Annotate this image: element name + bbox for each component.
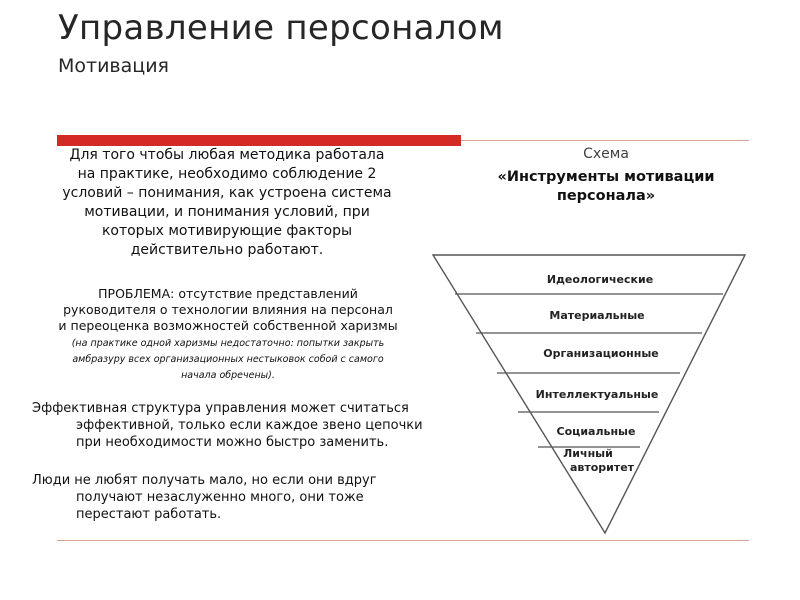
- level-authority-line-1: Личный: [563, 447, 613, 460]
- scheme-title-line-1: «Инструменты мотивации: [497, 169, 715, 185]
- conditions-paragraph: Для того чтобы любая методика работала на практике, необходимо соблюдение 2 условий – понимания, как устроена система мотивации, и понимания условий, при которых мотивирующие факторы действительно работают.: [62, 147, 392, 258]
- people-paragraph: Люди не любят получать мало, но если они вдруг получают незаслуженно много, они тоже перестают работать.: [32, 473, 377, 522]
- slide-subtitle: Мотивация: [58, 55, 169, 77]
- level-material: Материальные: [549, 309, 645, 322]
- problem-note: (на практике одной харизмы недостаточно: попытки закрыть амбразуру всех организационных нестыковок собой с самого начала обречены).: [71, 338, 385, 381]
- level-social: Социальные: [556, 425, 636, 438]
- scheme-title-line-2: персонала»: [556, 188, 656, 204]
- level-ideological: Идеологические: [546, 273, 654, 286]
- level-intellectual: Интеллектуальные: [535, 388, 659, 401]
- slide-title: Управление персоналом: [58, 8, 504, 48]
- scheme-label: Схема: [583, 146, 629, 162]
- level-authority-line-2: авторитет: [569, 461, 635, 474]
- structure-paragraph: Эффективная структура управления может считаться эффективной, только если каждое звено цепочки при необходимости можно быстро заменить.: [32, 401, 423, 450]
- level-organizational: Организационные: [543, 347, 659, 360]
- problem-text: ПРОБЛЕМА: отсутствие представлений руководителя о технологии влияния на персонал и переоценка возможностей собственной харизмы: [58, 286, 398, 333]
